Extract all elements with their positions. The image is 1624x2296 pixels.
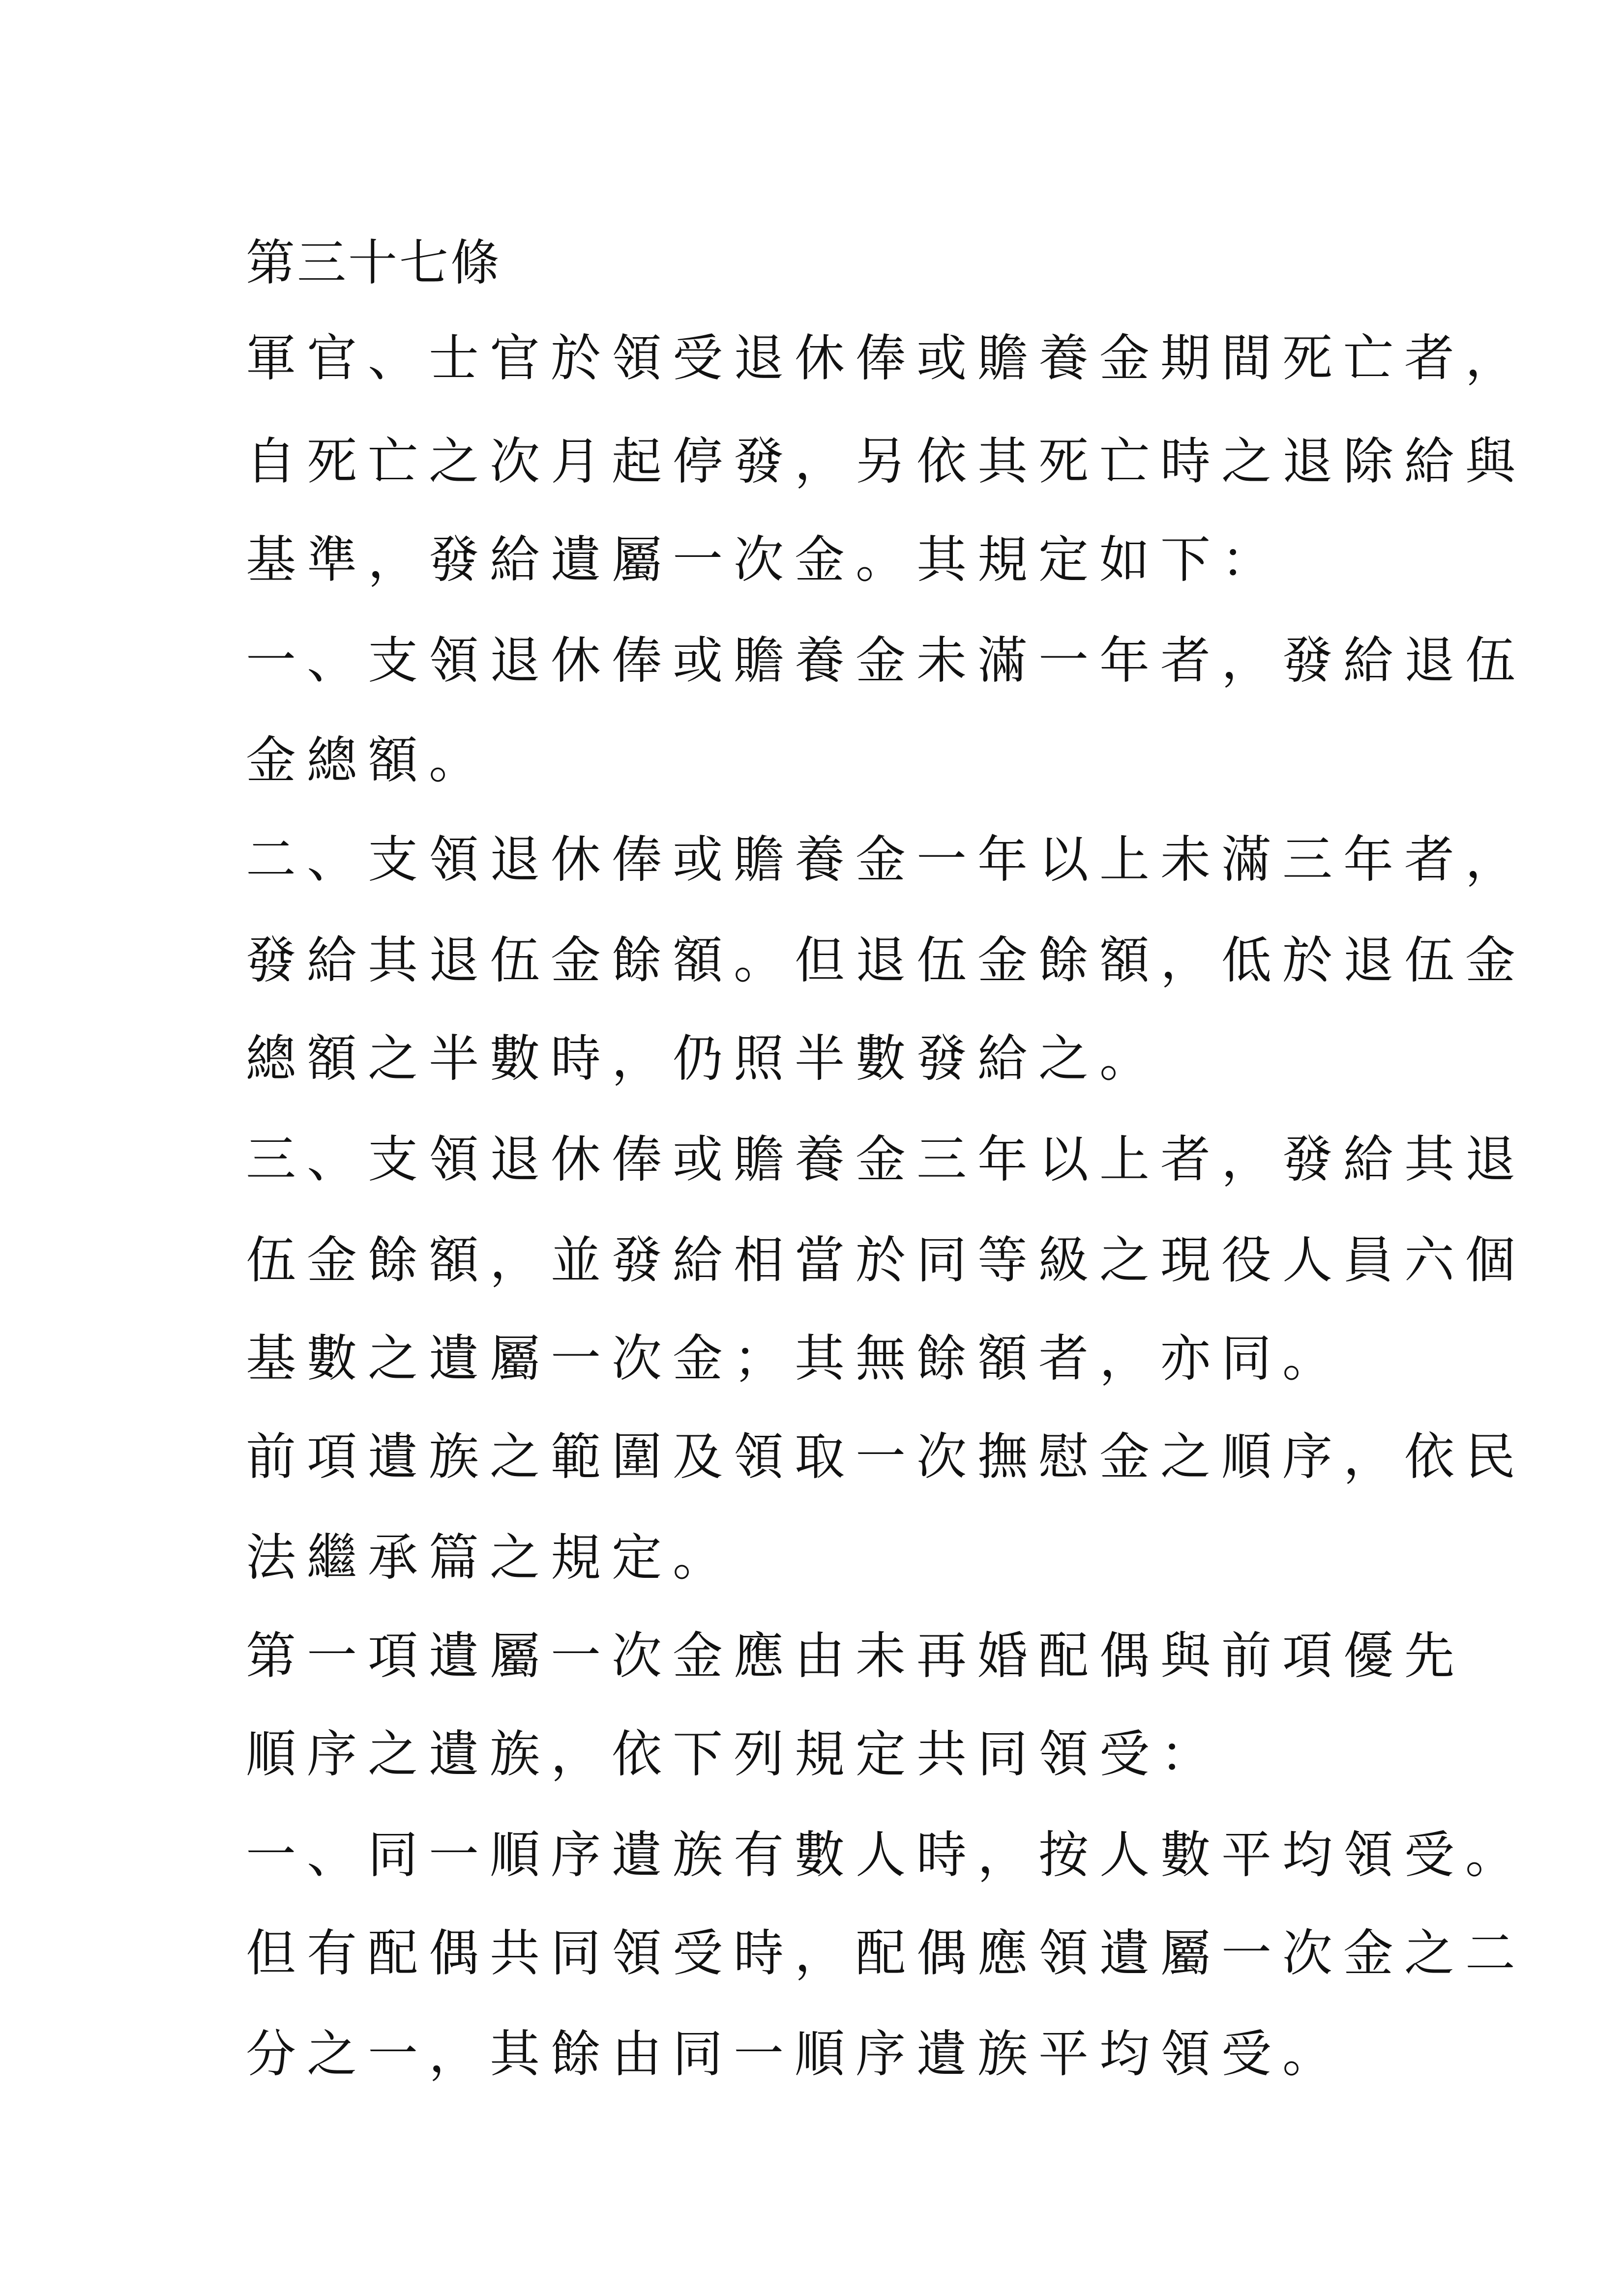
text-line: 分之一，其餘由同一順序遺族平均領受。 xyxy=(246,2025,1343,2084)
text-line: 第一項遺屬一次金應由未再婚配偶與前項優先 xyxy=(246,1627,1465,1686)
text-line: 總額之半數時，仍照半數發給之。 xyxy=(246,1030,1160,1088)
text-line: 一、支領退休俸或贍養金未滿一年者，發給退伍 xyxy=(246,632,1526,690)
text-line: 二、支領退休俸或贍養金一年以上未滿三年者， xyxy=(246,831,1526,889)
text-line: 軍官、士官於領受退休俸或贍養金期間死亡者， xyxy=(246,329,1526,388)
text-line: 金總額。 xyxy=(246,731,490,790)
text-line: 基數之遺屬一次金；其無餘額者，亦同。 xyxy=(246,1330,1343,1388)
text-line: 自死亡之次月起停發，另依其死亡時之退除給與 xyxy=(246,433,1526,491)
text-line: 基準，發給遺屬一次金。其規定如下： xyxy=(246,531,1282,589)
text-line: 前項遺族之範圍及領取一次撫慰金之順序，依民 xyxy=(246,1428,1526,1486)
text-line: 法繼承篇之規定。 xyxy=(246,1529,734,1587)
text-line: 順序之遺族，依下列規定共同領受： xyxy=(246,1725,1221,1784)
text-line: 伍金餘額，並發給相當於同等級之現役人員六個 xyxy=(246,1231,1526,1290)
text-line: 但有配偶共同領受時，配偶應領遺屬一次金之二 xyxy=(246,1924,1526,1983)
text-line: 發給其退伍金餘額。但退伍金餘額，低於退伍金 xyxy=(246,931,1526,990)
text-line: 三、支領退休俸或贍養金三年以上者，發給其退 xyxy=(246,1131,1526,1189)
text-line: 一、同一順序遺族有數人時，按人數平均領受。 xyxy=(246,1826,1526,1885)
article-title: 第三十七條 xyxy=(246,234,502,291)
